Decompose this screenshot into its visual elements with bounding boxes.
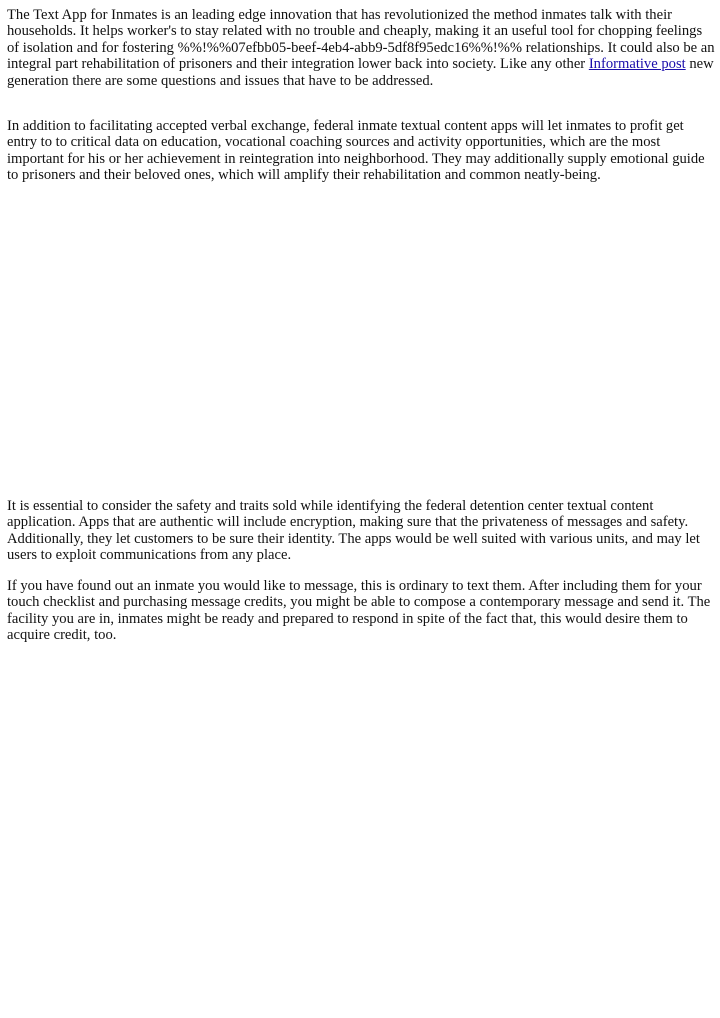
paragraph-intro-text-end: new generation there are some questions and issues that have to be addressed. <box>7 56 714 89</box>
paragraph-intro-text: The Text App for Inmates is an leading edge innovation that has revolutionized the method inmates talk with their households. It helps worker's to stay related with no trouble and cheaply, making it an useful tool for chopping feelings of isolation and for fostering %%!%%07efbb05-beef-4eb4-abb9-5df8f95edc16%%!%% relationships. It could also be an integral part rehabilitation of prisoners and their integration lower back into society. Like any other <box>7 7 715 73</box>
informative-post-link[interactable]: Informative post <box>588 56 686 73</box>
paragraph-messaging: If you have found out an inmate you would like to message, this is ordinary to text them. After including them for your touch checklist and purchasing message credits, you might be able to compose a contemporary message and send it. The facility you are in, inmates might be ready and prepared to respond in spite of the fact that, this would desire them to acquire credit, too. <box>7 578 711 644</box>
paragraph-intro <box>7 7 717 89</box>
blank-content-area <box>7 200 713 490</box>
paragraph-benefits: In addition to facilitating accepted verbal exchange, federal inmate textual content apps will let inmates to profit get entry to to critical data on education, vocational coaching sources and activity opportunities, which are the most important for his or her achievement in reintegration into neighborhood. They may additionally supply emotional guide to prisoners and their beloved ones, which will amplify their rehabilitation and common neatly-being. <box>7 118 705 184</box>
paragraph-safety: It is essential to consider the safety and traits sold while identifying the federal detention center textual content application. Apps that are authentic will include encryption, making sure that the privateness of messages and safety. Additionally, they let customers to be sure their identity. The apps would be well suited with various units, and may let users to exploit communications from any place. <box>7 498 700 564</box>
